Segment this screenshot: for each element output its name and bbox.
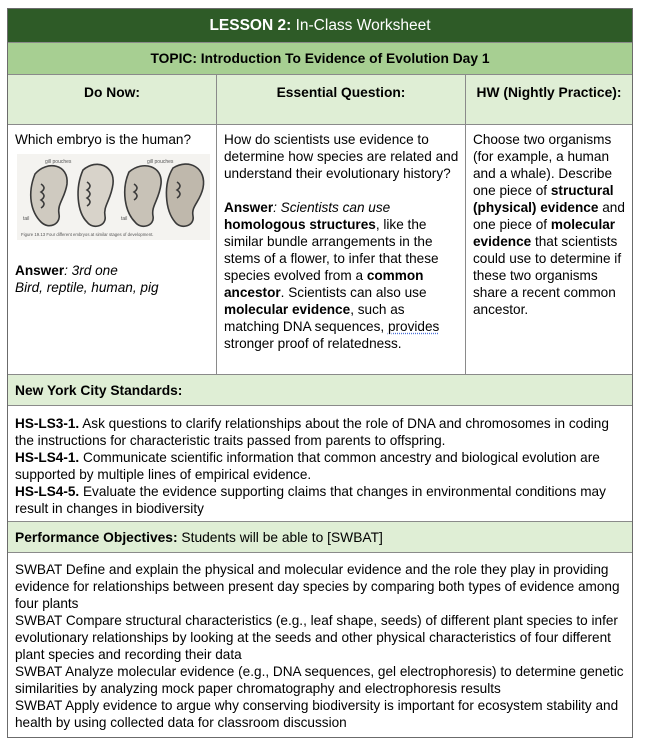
do-now-cell (8, 125, 217, 374)
standard-item: HS-LS4-1. Communicate scientific information that common ancestry and biological evolution are supported by multiple lines of empirical evidence. (15, 450, 600, 482)
do-now-answer (15, 262, 210, 279)
do-now-header: Do Now: (8, 75, 217, 124)
content-row (8, 125, 632, 375)
standards-heading: New York City Standards: (8, 375, 632, 406)
embryo-order: Bird, reptile, human, pig (15, 280, 159, 295)
objective-item: SWBAT Compare structural characteristics (e.g., leaf shape, seeds) of different plant species to infer evolutionary relationships by looking at the seeds and other physical characteristics of four different plant species and recording their data (15, 613, 618, 662)
topic-heading: TOPIC: Introduction To Evidence of Evolution Day 1 (8, 43, 632, 75)
hw-cell (466, 125, 632, 374)
do-now-question: Which embryo is the human? (15, 132, 192, 147)
standard-item: HS-LS3-1. Ask questions to clarify relationships about the role of DNA and chromosomes in coding the instructions for characteristic traits passed from parents to offspring. (15, 416, 609, 448)
hw-header: HW (Nightly Practice): (476, 85, 622, 100)
gill-pouches-label-2: gill pouches (147, 159, 174, 165)
lesson-title-text: In-Class Worksheet (291, 16, 431, 34)
worksheet-table (7, 8, 633, 738)
essential-question-header: Essential Question: (217, 75, 466, 124)
hw-text: Choose two organisms (for example, a human and a whale). Describe one piece of structural (physical) evidence and one piece of molecular evidence that scientists could use to determine if these two organisms share a recent common ancestor. (473, 132, 625, 317)
objectives-heading: Performance Objectives: Students will be able to [SWBAT] (8, 522, 632, 553)
figure-caption: Figure 19.13 Four different embryos at similar stages of development. (21, 232, 154, 237)
standards-list (8, 406, 632, 522)
tail-label-2: tail (121, 216, 128, 222)
objective-item: SWBAT Define and explain the physical and molecular evidence and the role they play in providing evidence for relationships between present day species by comparing both types of evidence among four plants (15, 562, 620, 611)
essential-question-cell (217, 125, 466, 374)
answer-label: Answer (15, 263, 65, 278)
column-headers (8, 75, 632, 125)
lesson-label: LESSON 2: (209, 16, 292, 34)
lesson-title (8, 9, 632, 43)
gill-pouches-label-1: gill pouches (45, 159, 72, 165)
tail-label-1: tail (23, 216, 30, 222)
objective-item: SWBAT Analyze molecular evidence (e.g., DNA sequences, gel electrophoresis) to determine genetic similarities by analyzing mock paper chromatography and electrophoresis results (15, 664, 624, 696)
essential-answer: Answer: Scientists can use homologous structures, like the similar bundle arrangements in the stems of a flower, to infer that these species evolved from a common ancestor. Scientists can also use molecular evidence, such as matching DNA sequences, provides stronger proof of relatedness. (224, 200, 440, 351)
objective-item: SWBAT Apply evidence to argue why conserving biodiversity is important for ecosystem stability and health by using collected data for classroom discussion (15, 698, 619, 730)
standard-item: HS-LS4-5. Evaluate the evidence supporting claims that changes in environmental conditions may result in changes in biodiversity (15, 484, 606, 516)
answer-value: : 3rd one (64, 263, 118, 278)
objectives-list (8, 553, 632, 737)
embryo-illustration (17, 154, 210, 240)
embryo-figure (17, 154, 210, 240)
essential-question-text: How do scientists use evidence to determine how species are related and understand their evolutionary history? (224, 132, 459, 181)
